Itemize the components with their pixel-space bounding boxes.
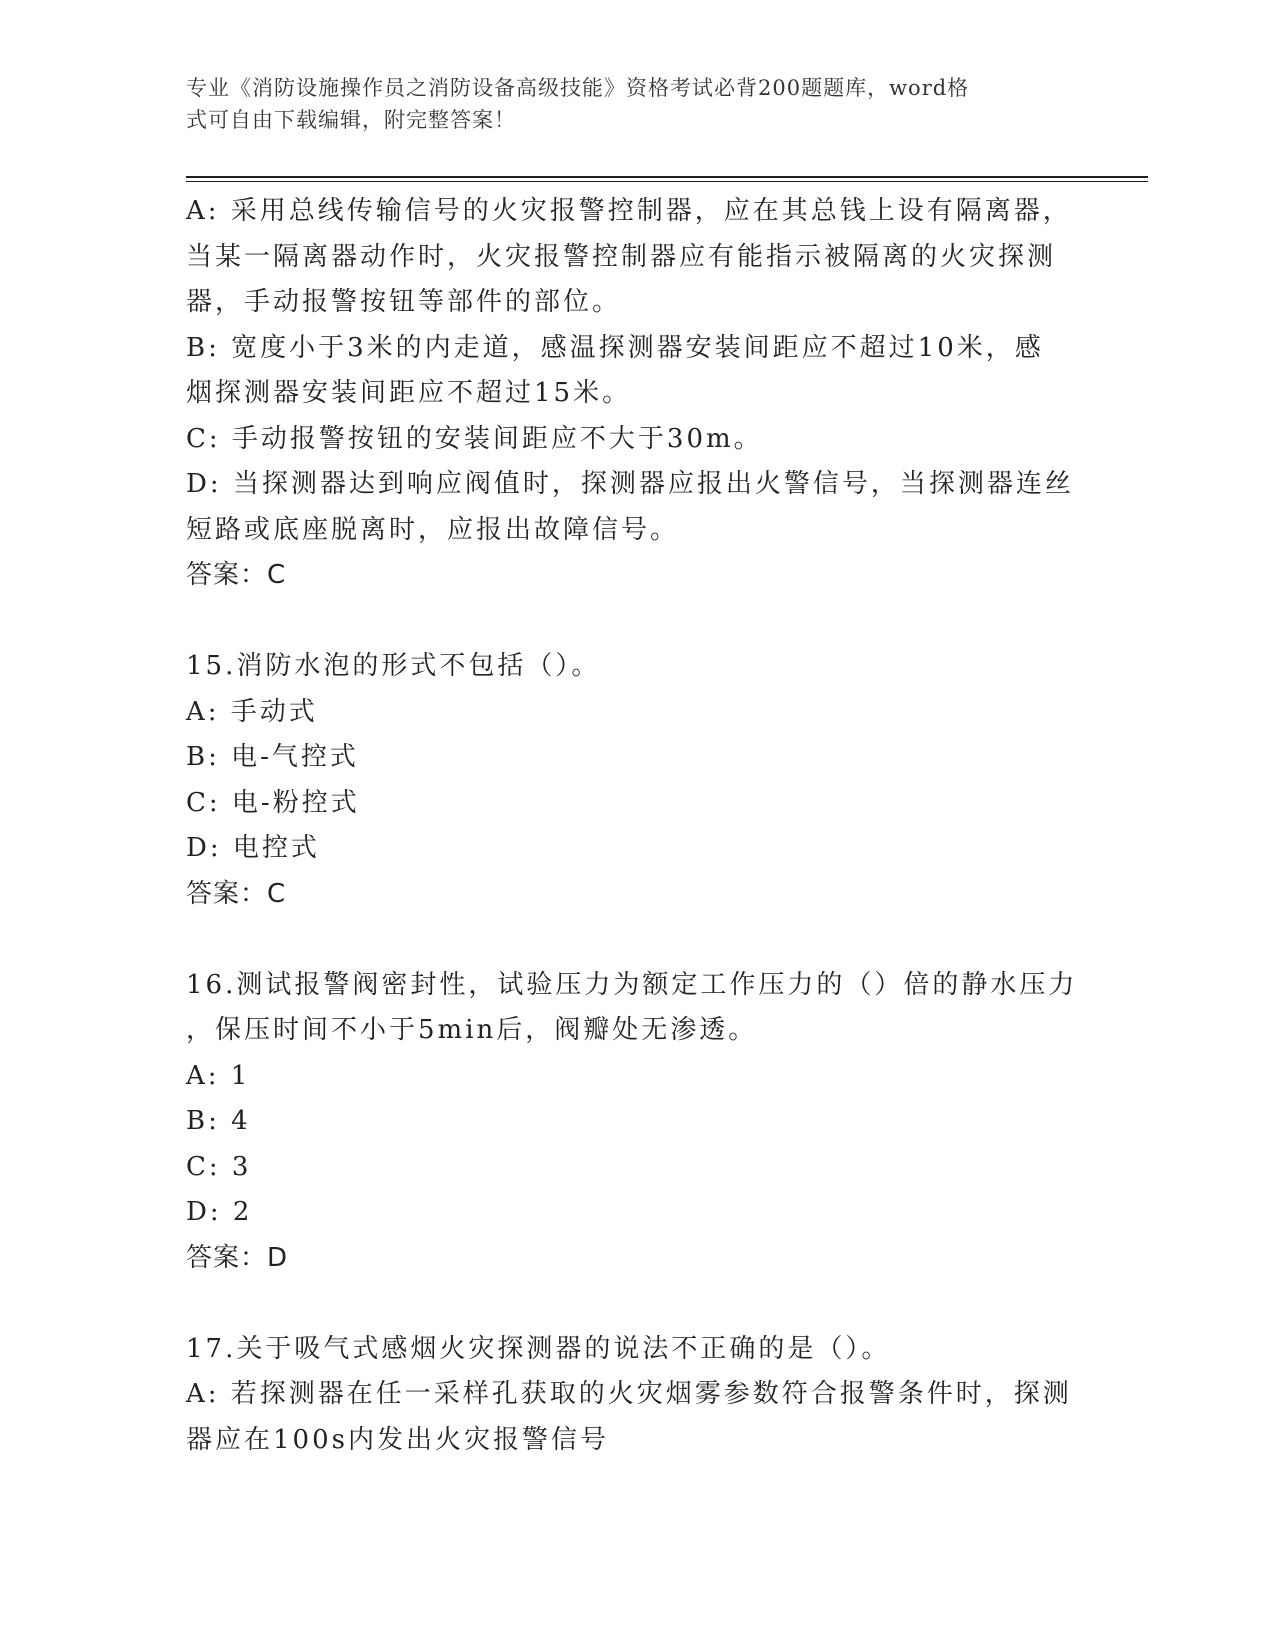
header-divider-thin [186,181,1148,182]
answer-line: 答案：C [186,560,287,590]
option-text: 器，手动报警按钮等部件的部位。 [186,287,622,317]
option-c: C: 3 [186,1151,252,1182]
option-c: C: 电-粉控式 [186,787,360,818]
question-stem: 17.关于吸气式感烟火灾探测器的说法不正确的是（）。 [186,1333,891,1364]
option-text: C: 手动报警按钮的安装间距应不大于30m。 [186,423,763,454]
question-stem-continued: ，保压时间不小于5min后，阀瓣处无渗透。 [186,1015,758,1045]
option-text: 短路或底座脱离时，应报出故障信号。 [186,514,680,545]
question-gap [186,1281,1086,1327]
question-stem: 16.测试报警阀密封性，试验压力为额定工作压力的（）倍的静水压力 [186,969,1078,1000]
answer-line: 答案：C [186,878,287,909]
question-gap [186,599,1086,645]
answer-line: 答案：D [186,1242,289,1273]
question-block [186,644,1086,917]
question-gap [186,917,1086,963]
option-a: A: 若探测器在任一采样孔获取的火灾烟雾参数符合报警条件时，探测 [186,1379,1072,1409]
question-stem: 15.消防水泡的形式不包括（）。 [186,651,601,681]
option-d: D: 电控式 [186,833,320,863]
option-b: B: 电-气控式 [186,742,359,772]
option-a: A: 手动式 [186,696,318,727]
document-header [186,72,1066,136]
option-b: B: 4 [186,1106,251,1136]
header-title-line-1: 专业《消防设施操作员之消防设备高级技能》资格考试必背200题题库，word格 [186,76,970,100]
question-block [186,189,1086,599]
option-a-continued: 器应在100s内发出火灾报警信号 [186,1424,609,1455]
question-block [186,1327,1086,1464]
option-d: D: 2 [186,1197,253,1227]
option-a: A: 1 [186,1060,251,1091]
question-block [186,963,1086,1282]
document-body [186,189,1086,1463]
header-title-line-2: 式可自由下载编辑，附完整答案！ [186,108,516,132]
option-text: A: 采用总线传输信号的火灾报警控制器，应在其总钱上设有隔离器， [186,196,1072,226]
option-text: B: 宽度小于3米的内走道，感温探测器安装间距应不超过10米，感 [186,332,1044,363]
option-text: D: 当探测器达到响应阀值时，探测器应报出火警信号，当探测器连丝 [186,469,1074,499]
header-divider [186,176,1148,178]
option-text: 当某一隔离器动作时，火灾报警控制器应有能指示被隔离的火灾探测 [186,241,1057,272]
option-text: 烟探测器安装间距应不超过15米。 [186,378,632,408]
